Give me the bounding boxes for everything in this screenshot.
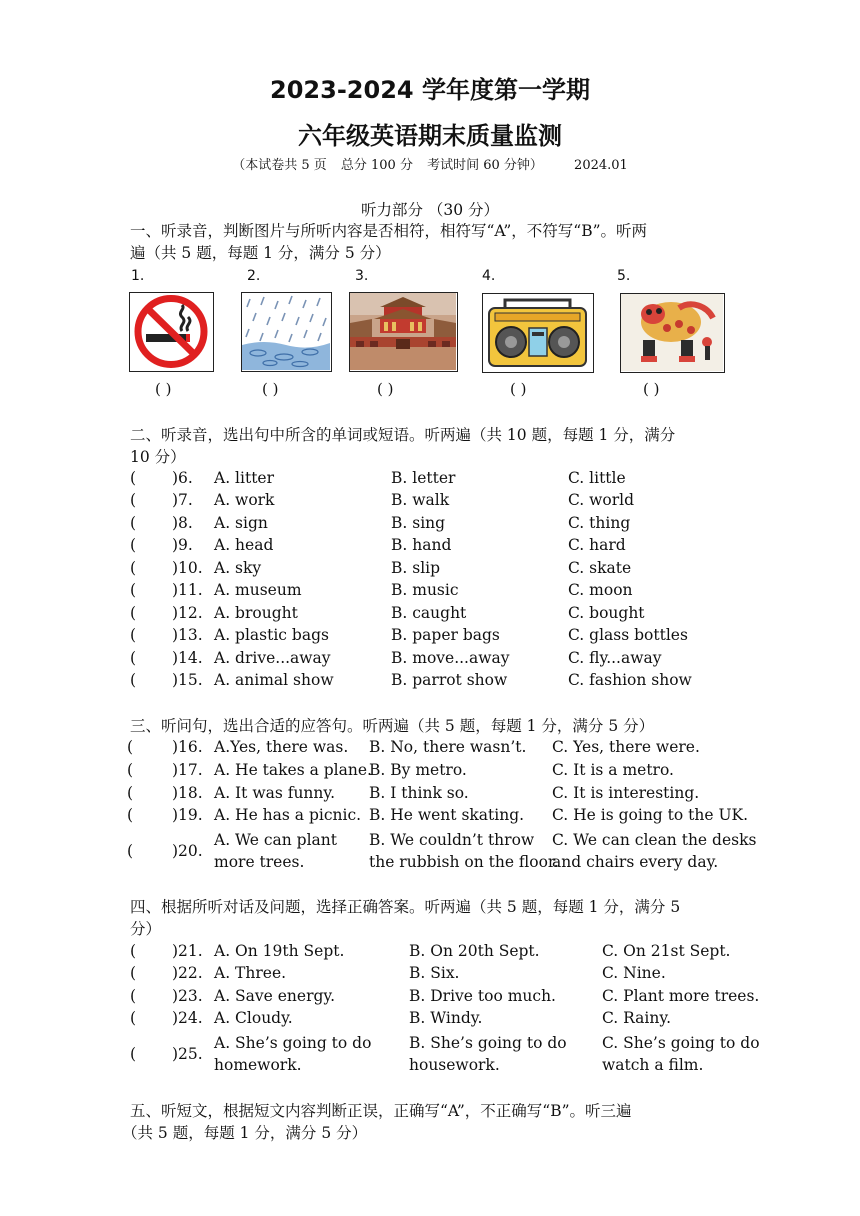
question-row [130, 987, 760, 1009]
option-c: C. She’s going to do watch a film. [602, 1034, 760, 1074]
option-c: C. It is interesting. [552, 784, 700, 802]
question-number: )12. [172, 604, 203, 622]
question-row [127, 806, 747, 828]
part1-instruction-line2: 遍（共 5 题，每题 1 分，满分 5 分） [130, 244, 391, 262]
option-c: C. Rainy. [602, 1009, 671, 1027]
answer-blank[interactable]: ( [130, 491, 137, 509]
option-c: C. He is going to the UK. [552, 806, 749, 824]
question-number: )10. [172, 559, 203, 577]
answer-blank[interactable]: ( [130, 964, 137, 982]
option-b: B. hand [391, 536, 452, 554]
option-b: B. By metro. [369, 761, 467, 779]
option-c: C. thing [568, 514, 631, 532]
question-number: )23. [172, 987, 203, 1005]
option-b: B. music [391, 581, 459, 599]
option-c: C. hard [568, 536, 626, 554]
option-b: B. She’s going to do housework. [409, 1034, 567, 1074]
picture-number: 2. [247, 268, 261, 284]
option-a: A. work [214, 491, 275, 509]
answer-blank[interactable]: ( [130, 514, 137, 532]
option-a: A. On 19th Sept. [214, 942, 345, 960]
answer-blank[interactable]: ( [130, 987, 137, 1005]
option-b: B. slip [391, 559, 441, 577]
question-number: )21. [172, 942, 203, 960]
answer-blank[interactable]: ( [130, 559, 137, 577]
answer-blank[interactable]: ( [130, 649, 137, 667]
exam-title-subject: 六年级英语期末质量监测 [298, 122, 562, 150]
answer-blank[interactable]: ( [130, 581, 137, 599]
picture-number: 1. [131, 268, 145, 284]
question-row [130, 626, 750, 648]
question-row [130, 536, 750, 558]
question-row [130, 671, 750, 693]
option-b: B. paper bags [391, 626, 500, 644]
option-c: C. little [568, 469, 626, 487]
palace-icon [349, 292, 458, 372]
rain-icon [241, 292, 332, 372]
option-a: A. He has a picnic. [214, 806, 362, 824]
option-c: C. moon [568, 581, 633, 599]
question-row [127, 761, 747, 783]
answer-blank[interactable]: ( [127, 738, 134, 756]
option-a: A. Cloudy. [214, 1009, 293, 1027]
question-number: )20. [172, 842, 203, 860]
option-b: B. No, there wasn’t. [369, 738, 527, 756]
option-b: B. Drive too much. [409, 987, 556, 1005]
lion-dance-icon [620, 293, 725, 373]
exam-info-score: 总分 100 分 [340, 158, 413, 173]
answer-blank[interactable]: ( [130, 626, 137, 644]
answer-blank[interactable]: ( [127, 842, 134, 860]
no-smoking-icon [129, 292, 214, 372]
option-c: C. fashion show [568, 671, 692, 689]
part3-instruction: 三、听问句，选出合适的应答句。听两遍（共 5 题，每题 1 分，满分 5 分） [130, 717, 655, 735]
option-b: B. He went skating. [369, 806, 525, 824]
option-a: A. drive...away [214, 649, 331, 667]
option-c: C. skate [568, 559, 632, 577]
option-c: C. Yes, there were. [552, 738, 700, 756]
question-row [130, 1009, 750, 1031]
option-a: A. Save energy. [214, 987, 336, 1005]
question-number: )17. [172, 761, 203, 779]
question-row [130, 942, 750, 964]
answer-blank[interactable]: ( [130, 1009, 137, 1027]
picture-number: 3. [355, 268, 369, 284]
question-row [130, 559, 750, 581]
question-row [130, 469, 750, 491]
answer-blank[interactable]: ( [130, 469, 137, 487]
option-a: A. sky [214, 559, 262, 577]
question-row [130, 964, 750, 986]
part2-instruction-line2: 10 分） [130, 448, 186, 466]
option-b: B. caught [391, 604, 467, 622]
answer-blank[interactable]: ( [127, 761, 134, 779]
question-row [127, 784, 747, 806]
option-a: A. head [214, 536, 274, 554]
question-number: )7. [172, 491, 193, 509]
option-b: B. I think so. [369, 784, 469, 802]
question-number: )25. [172, 1045, 203, 1063]
question-number: )18. [172, 784, 203, 802]
option-a: A. brought [214, 604, 298, 622]
answer-blank[interactable]: ( ) [643, 380, 660, 398]
option-b: B. On 20th Sept. [409, 942, 540, 960]
answer-blank[interactable]: ( [130, 942, 137, 960]
option-a: A. museum [214, 581, 302, 599]
option-a: A. litter [214, 469, 275, 487]
part4-instruction-line2: 分） [130, 920, 162, 938]
option-a: A. plastic bags [214, 626, 329, 644]
option-b: B. Six. [409, 964, 460, 982]
option-a: A. Three. [214, 964, 287, 982]
option-c: C. It is a metro. [552, 761, 674, 779]
question-number: )11. [172, 581, 203, 599]
question-row [130, 604, 750, 626]
question-number: )14. [172, 649, 203, 667]
option-c: C. On 21st Sept. [602, 942, 731, 960]
answer-blank[interactable]: ( ) [155, 380, 172, 398]
question-row [130, 1032, 760, 1076]
option-c: C. world [568, 491, 635, 509]
answer-blank[interactable]: ( [127, 806, 134, 824]
question-number: )8. [172, 514, 193, 532]
picture-number: 4. [482, 268, 496, 284]
exam-title-year: 2023-2024 学年度第一学期 [270, 76, 590, 104]
option-b: B. We couldn’t throw the rubbish on the floor. [369, 831, 559, 871]
question-number: )6. [172, 469, 193, 487]
option-b: B. sing [391, 514, 446, 532]
question-number: )15. [172, 671, 203, 689]
question-number: )9. [172, 536, 193, 554]
exam-info-time: 考试时间 60 分钟） [427, 158, 543, 173]
part5-instruction-line1: 五、听短文，根据短文内容判断正误，正确写“A”，不正确写“B”。听三遍 [130, 1102, 632, 1120]
option-c: C. Plant more trees. [602, 987, 760, 1005]
option-a: A.Yes, there was. [214, 738, 349, 756]
question-row [130, 581, 750, 603]
option-b: B. move...away [391, 649, 510, 667]
option-a: A. She’s going to do homework. [214, 1034, 372, 1074]
radio-icon [482, 293, 594, 373]
exam-info-pages: （本试卷共 5 页 [232, 158, 327, 173]
exam-info [0, 154, 860, 173]
exam-info-date: 2024.01 [574, 158, 628, 173]
part5-instruction-line2: （共 5 题，每题 1 分，满分 5 分） [122, 1124, 368, 1142]
question-number: )16. [172, 738, 203, 756]
answer-blank[interactable]: ( [127, 784, 134, 802]
question-row [130, 649, 750, 671]
part4-instruction-line1: 四、根据所听对话及问题，选择正确答案。听两遍（共 5 题，每题 1 分，满分 5 [130, 898, 681, 916]
answer-blank[interactable]: ( ) [377, 380, 394, 398]
question-row [130, 491, 750, 513]
option-a: A. sign [214, 514, 268, 532]
answer-blank[interactable]: ( [130, 671, 137, 689]
question-row [130, 514, 750, 536]
answer-blank[interactable]: ( [130, 536, 137, 554]
option-c: C. fly...away [568, 649, 662, 667]
option-c: C. glass bottles [568, 626, 688, 644]
picture-number: 5. [617, 268, 631, 284]
question-row [127, 829, 757, 873]
question-row [127, 738, 747, 760]
answer-blank[interactable]: ( ) [510, 380, 527, 398]
question-number: )13. [172, 626, 203, 644]
part2-instruction-line1: 二、听录音，选出句中所含的单词或短语。听两遍（共 10 题，每题 1 分，满分 [130, 426, 676, 444]
option-c: C. Nine. [602, 964, 666, 982]
answer-blank[interactable]: ( [130, 1045, 137, 1063]
answer-blank[interactable]: ( ) [262, 380, 279, 398]
option-b: B. letter [391, 469, 456, 487]
option-c: C. We can clean the desks and chairs every day. [552, 831, 757, 871]
question-number: )19. [172, 806, 203, 824]
answer-blank[interactable]: ( [130, 604, 137, 622]
question-number: )24. [172, 1009, 203, 1027]
option-b: B. Windy. [409, 1009, 483, 1027]
option-a: A. animal show [214, 671, 334, 689]
option-b: B. parrot show [391, 671, 508, 689]
question-number: )22. [172, 964, 203, 982]
part1-instruction-line1: 一、听录音，判断图片与所听内容是否相符，相符写“A”，不符写“B”。听两 [130, 222, 648, 240]
option-b: B. walk [391, 491, 450, 509]
option-a: A. He takes a plane. [214, 761, 372, 779]
option-a: A. We can plant more trees. [214, 831, 337, 871]
listening-section-title: 听力部分 （30 分） [360, 201, 500, 219]
option-a: A. It was funny. [214, 784, 336, 802]
option-c: C. bought [568, 604, 645, 622]
